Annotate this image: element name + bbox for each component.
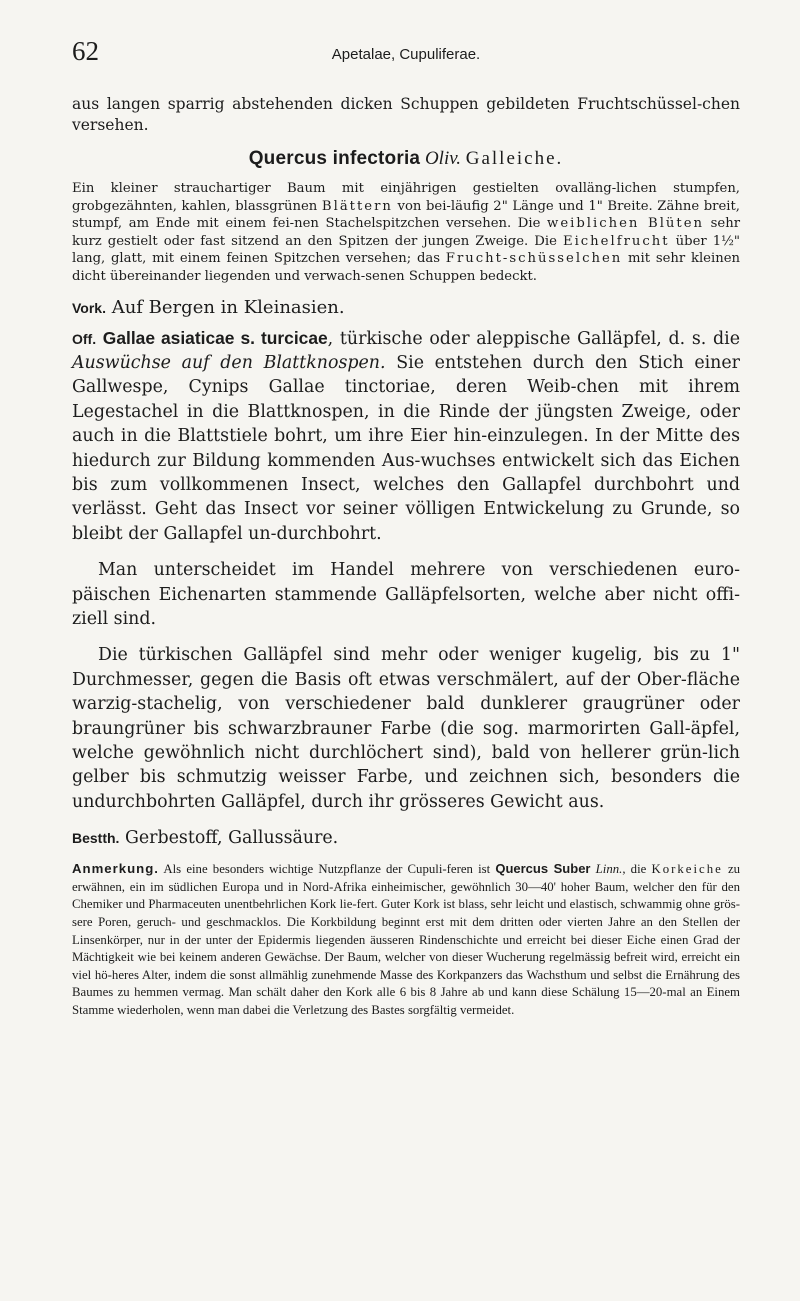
description-paragraph <box>72 180 740 286</box>
page-header <box>72 36 740 72</box>
description-text: Ein kleiner strauchartiger Baum mit einjährigen gestielten ovalläng-lichen stumpfen, grobgezähnten, kahlen, blassgrünen <box>72 181 740 214</box>
constituents-label: Bestth. <box>72 830 120 847</box>
officinal-label: Off. <box>72 330 97 347</box>
occurrence-text: Auf Bergen in Kleinasien. <box>105 296 345 318</box>
note-common-name: Korkeiche <box>651 862 723 877</box>
characteristics-paragraph: Die türkischen Galläpfel sind mehr oder weniger kugelig, bis zu 1" Durchmesser, gegen die Basis oft etwas verschmälert, auf der Ober-fläche warzig-stachelig, von verschiedener bald dunklerer graugrüner oder braungrüner bis schwarzbrauner Farbe (die sog. marmorirten Gall-äpfel, welche gewöhnlich nicht durchlöchert sind), bald von hellerer grün-lich gelber bis schmutzig weisser Farbe, und zeichnen sich, besonders die undurchbohrten Galläpfel, durch ihr grösseres Gewicht aus. <box>72 645 740 812</box>
constituents-paragraph <box>72 826 740 850</box>
constituents-text: Gerbestoff, Gallussäure. <box>119 828 339 849</box>
occurrence-paragraph <box>72 296 740 320</box>
note-author: Linn. <box>595 862 623 877</box>
cup-label: Frucht-schüsselchen <box>445 251 623 267</box>
fruit-label: Eichelfrucht <box>562 233 670 249</box>
flowers-label: weiblichen Blüten <box>547 216 705 232</box>
running-title: Apetalae, Cupuliferae. <box>331 46 481 63</box>
description-text: mit sehr kleinen dicht übereinander liegenden und verwach-senen Schuppen bedeckt. <box>72 251 740 284</box>
note-species: Quercus Suber <box>495 861 591 877</box>
page-number: 62 <box>72 36 99 66</box>
officinal-text: Sie entstehen durch den Stich einer Gallwespe, Cynips Gallae tinctoriae, deren Weib-chen mit ihrem Legestachel in die Blattknospen, in die Rinde der jüngsten Zweige, oder auch in die Blattstiele bohrt, um ihre Eier hin-einzulegen. In der Mitte des hiedurch zur Bildung kommenden Aus-wuchses entwickelt sich das Eichen bis zum vollkommenen Insect, welches den Gallapfel durchbohrt und verlässt. Geht das Insect vor seiner völligen Entwickelung zu Grunde, so bleibt der Gallapfel un-durchbohrt. <box>72 352 740 544</box>
note-text: , die <box>622 862 652 877</box>
note-text: Als eine besonders wichtige Nutzpflanze der Cupuli-feren ist <box>158 862 496 877</box>
intro-paragraph: aus langen sparrig abstehenden dicken Schuppen gebildeten Fruchtschüssel-chen versehen. <box>72 95 740 134</box>
officinal-text: , türkische oder aleppische Galläpfel, d. s. die <box>327 328 740 349</box>
officinal-paragraph <box>72 326 740 547</box>
description-text: über 1½" lang, glatt, mit einem feinen Spitzchen versehen; das <box>72 233 740 267</box>
note-paragraph <box>72 860 740 1019</box>
leaves-label: Blättern <box>321 198 393 214</box>
drug-name: Gallae asiaticae s. turcicae <box>102 327 328 348</box>
page <box>72 36 740 1020</box>
species-common-name: Galleiche. <box>465 148 564 169</box>
description-text: sehr kurz gestielt oder fast sitzend an den Spitzen der jungen Zweige. Die <box>72 216 740 249</box>
note-text: zu erwähnen, ein im südlichen Europa und in Nord-Afrika einheimischer, gewöhnlich 30—40' hoher Baum, welcher den für den Chemiker und Pharmaceuten unentbehrlichen Kork lie-fert. Guter Kork ist blass, sehr leicht und elastisch, schwammig ohne grös-sere Poren, geruch- und geschmacklos. Die Korkbildung beginnt erst mit dem dritten oder vierten Jahre an den Stellen der Linsenkörper, nur in der unter der Epidermis liegenden äusseren Rindenschichte und erreicht bei dieser Eiche einen Grad der Mächtigkeit wie bei keinem anderen Gewächse. Der Baum, welcher von dieser Wucherung regelmässig befreit wird, erreicht ein viel hö-heres Alter, indem die sonst allmählig zunehmende Masse des Korkpanzers das Wachsthum und selbst die Ernährung des Baumes zu hemmen vermag. Man schält daher den Kork alle 6 bis 8 Jahre ab und kann diese Schälung 15—20-mal an Einem Stamme wiederholen, wenn man dabei die Verletzung des Bastes sorgfältig vermeidet. <box>72 862 741 1018</box>
trade-paragraph: Man unterscheidet im Handel mehrere von verschiedenen euro-päischen Eichenarten stammende Galläpfelsorten, welche aber nicht offi-ziell sind. <box>72 560 740 630</box>
species-author: Oliv. <box>424 148 461 169</box>
note-label: Anmerkung. <box>72 861 159 877</box>
occurrence-label: Vork. <box>72 299 106 316</box>
species-name: Quercus infectoria <box>248 148 421 169</box>
description-text: von bei-läufig 2" Länge und 1" Breite. Zähne breit, stumpf, am Ende mit einem fei-nen Stachelspitzchen versehen. Die <box>72 198 740 232</box>
species-heading <box>72 148 740 170</box>
officinal-italic: Auswüchse auf den Blattknospen. <box>72 352 386 373</box>
